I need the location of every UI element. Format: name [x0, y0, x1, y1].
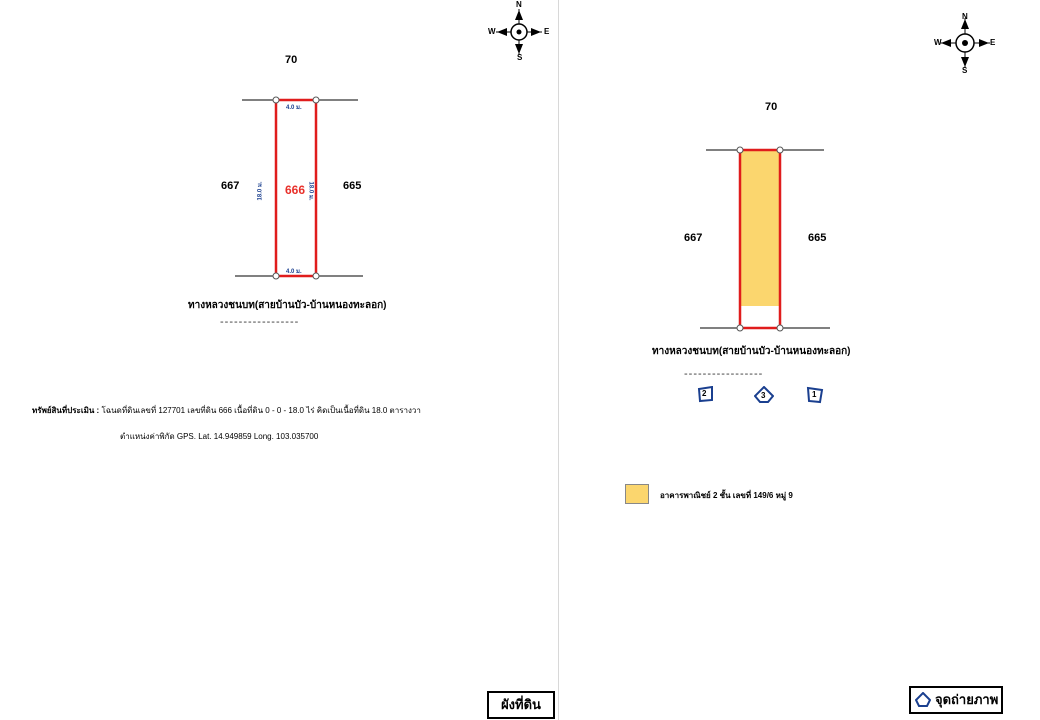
compass-w-label: W — [934, 38, 942, 47]
legend-swatch — [625, 484, 649, 504]
dimension-left: 18.0 ม. — [257, 181, 264, 201]
gps-coordinates: ตำแหน่งค่าพิกัด GPS. Lat. 14.949859 Long. 103.035700 — [120, 432, 319, 441]
east-parcel-label: 665 — [808, 232, 827, 244]
north-parcel-label: 70 — [765, 101, 778, 113]
compass-s-label: S — [517, 53, 523, 62]
east-parcel-label: 665 — [343, 180, 362, 192]
photo-points-label: จุดถ่ายภาพ — [935, 692, 999, 707]
camera-direction-icon — [915, 692, 931, 708]
compass-e-label: E — [544, 27, 550, 36]
photo-point-2[interactable] — [697, 386, 715, 404]
building-footprint — [740, 150, 780, 306]
parcel-building-plan — [696, 140, 836, 340]
land-plan-button[interactable]: ผังที่ดิน — [487, 691, 555, 719]
compass-w-label: W — [488, 27, 496, 36]
north-parcel-label: 70 — [285, 54, 298, 66]
property-label: ทรัพย์สินที่ประเมิน : — [32, 406, 100, 415]
compass-n-label: N — [962, 12, 968, 21]
west-parcel-label: 667 — [684, 232, 703, 244]
road-label: ทางหลวงชนบท(สายบ้านบัว-บ้านหนองทะลอก) — [652, 346, 851, 357]
road-label: ทางหลวงชนบท(สายบ้านบัว-บ้านหนองทะลอก) — [188, 300, 387, 311]
road-dash-line: ----------------- — [684, 368, 764, 380]
dimension-bottom: 4.0 ม. — [286, 269, 302, 275]
property-desc: โฉนดที่ดินเลขที่ 127701 เลขที่ดิน 666 เนื้อที่ดิน 0 - 0 - 18.0 ไร่ คิดเป็นเนื้อที่ดิน 18.0 ตารางวา — [101, 406, 421, 415]
legend-label: อาคารพาณิชย์ 2 ชั้น เลขที่ 149/6 หมู่ 9 — [660, 491, 793, 500]
photo-point-label: 2 — [702, 389, 707, 398]
photo-point-3[interactable] — [754, 386, 774, 404]
parcel-number-label: 666 — [285, 183, 306, 197]
dimension-top: 4.0 ม. — [286, 105, 302, 111]
photo-point-1[interactable] — [806, 386, 824, 404]
dimension-right: 18.0 ม. — [307, 181, 314, 201]
photo-points-button[interactable] — [909, 686, 1003, 714]
photo-point-label: 3 — [761, 391, 766, 400]
panel-divider — [558, 0, 559, 720]
compass-s-label: S — [962, 66, 968, 75]
photo-point-label: 1 — [812, 390, 817, 399]
property-description — [32, 404, 421, 417]
road-dash-line: ----------------- — [220, 316, 300, 328]
compass-n-label: N — [516, 0, 522, 9]
compass-e-label: E — [990, 38, 996, 47]
west-parcel-label: 667 — [221, 180, 240, 192]
